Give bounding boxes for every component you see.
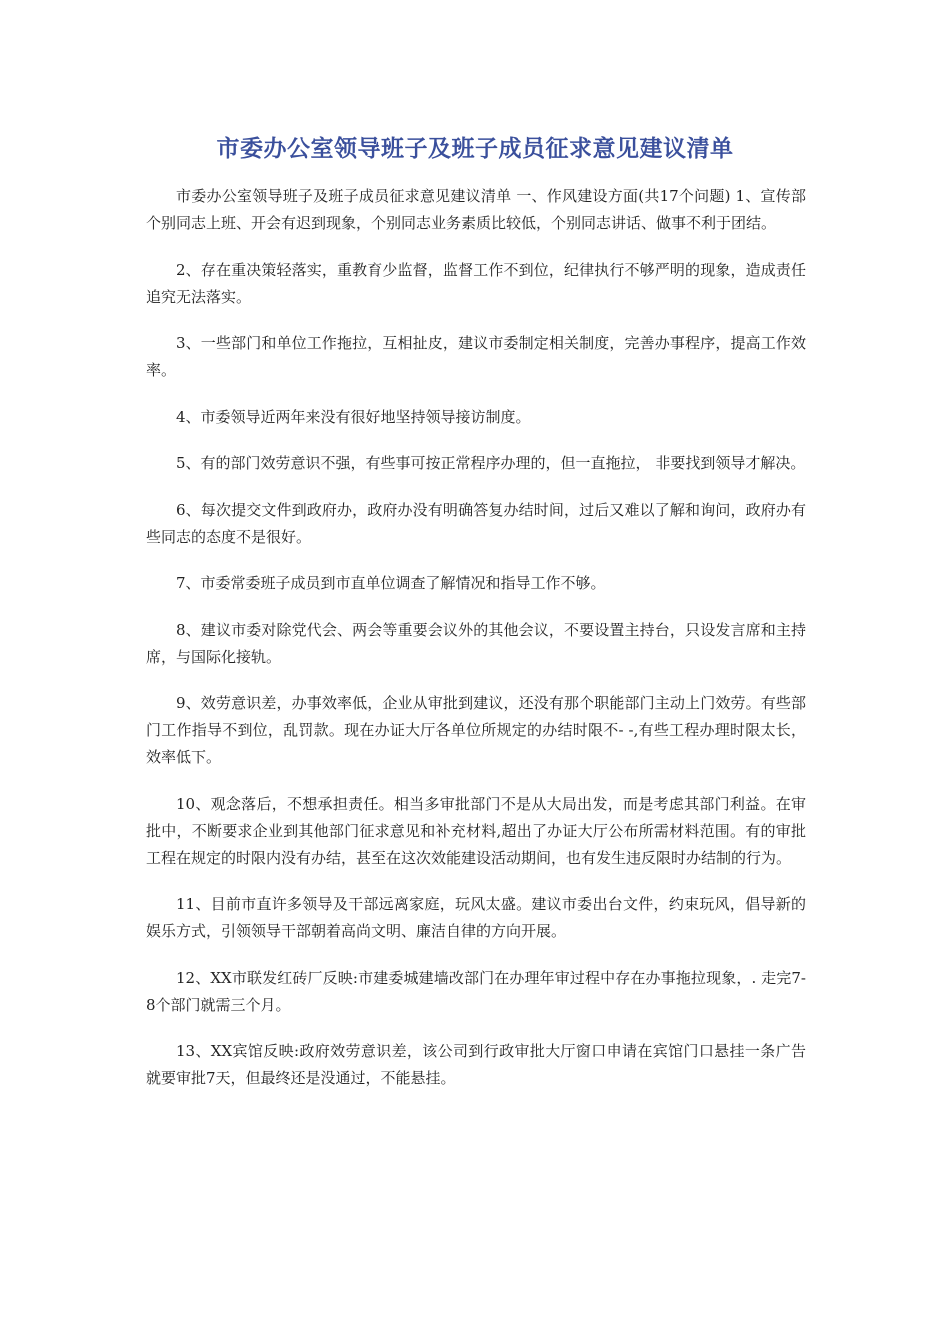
document-body [146,183,806,1112]
paragraph-item-12: 12、XX市联发红砖厂反映:市建委城建墙改部门在办理年审过程中存在办事拖拉现象，. 走完7-8个部门就需三个月。 [146,968,806,1014]
document-title: 市委办公室领导班子及班子成员征求意见建议清单 [216,136,734,162]
paragraph-item-11: 11、目前市直许多领导及干部远离家庭，玩风太盛。建议市委出台文件，约束玩风，倡导新的娱乐方式，引领领导干部朝着高尚文明、廉洁自律的方向开展。 [146,895,806,940]
paragraph-intro: 市委办公室领导班子及班子成员征求意见建议清单 一、作风建设方面(共17个问题) 1、宣传部个别同志上班、开会有迟到现象，个别同志业务素质比较低，个别同志讲话、做事不利于团结。 [146,187,806,232]
paragraph-item-7: 7、市委常委班子成员到市直单位调查了解情况和指导工作不够。 [176,574,606,592]
paragraph-item-13: 13、XX宾馆反映:政府效劳意识差，该公司到行政审批大厅窗口申请在宾馆门口悬挂一条广告就要审批7天，但最终还是没通过，不能悬挂。 [146,1042,806,1087]
paragraph-item-4: 4、市委领导近两年来没有很好地坚持领导接访制度。 [176,407,531,426]
paragraph-item-8: 8、建议市委对除党代会、两会等重要会议外的其他会议，不要设置主持台，只设发言席和主持席，与国际化接轨。 [146,620,806,666]
paragraph-item-10: 10、观念落后，不想承担责任。相当多审批部门不是从大局出发，而是考虑其部门利益。在审批中，不断要求企业到其他部门征求意见和补充材料,超出了办证大厅公布所需材料范围。有的审批工程在规定的时限内没有办结，甚至在这次效能建设活动期间，也有发生违反限时办结制的行为。 [146,794,806,867]
paragraph-item-3: 3、一些部门和单位工作拖拉，互相扯皮，建议市委制定相关制度，完善办事程序，提高工作效率。 [146,334,806,379]
paragraph-item-9: 9、效劳意识差，办事效率低，企业从审批到建议，还没有那个职能部门主动上门效劳。有些部门工作指导不到位，乱罚款。现在办证大厅各单位所规定的办结时限不- -,有些工程办理时限太长，效率低下。 [146,694,806,766]
paragraph-item-6: 6、每次提交文件到政府办，政府办没有明确答复办结时间，过后又难以了解和询问，政府办有些同志的态度不是很好。 [146,500,806,546]
paragraph-item-5: 5、有的部门效劳意识不强，有些事可按正常程序办理的，但一直拖拉， 非要找到领导才解决。 [176,454,806,472]
paragraph-item-2: 2、存在重决策轻落实，重教育少监督，监督工作不到位，纪律执行不够严明的现象，造成责任追究无法落实。 [146,260,806,306]
